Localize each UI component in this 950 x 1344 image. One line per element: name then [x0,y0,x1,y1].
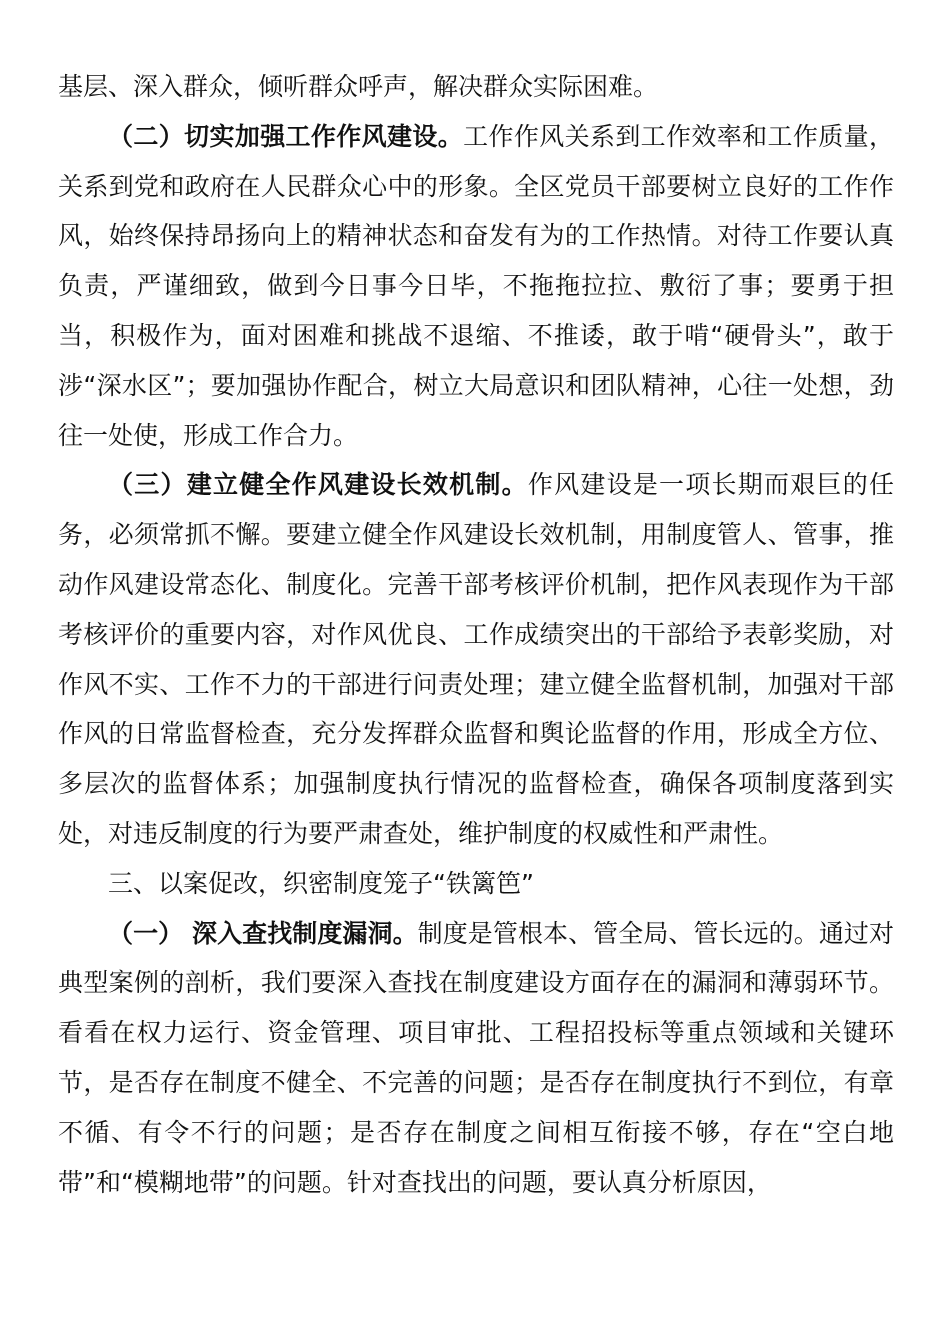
paragraph-text: 工作作风关系到工作效率和工作质量，关系到党和政府在人民群众心中的形象。全区党员干部要树立良好的工作作风，始终保持昂扬向上的精神状态和奋发有为的工作热情。对待工作要认真负责，严谨细致，做到今日事今日毕，不拖拖拉拉、敷衍了事；要勇于担当，积极作为，面对困难和挑战不退缩、不推诿，敢于啃“硬骨头”，敢于涉“深水区”；要加强协作配合，树立大局意识和团队精神，心往一处想，劲往一处使，形成工作合力。 [58,121,894,450]
paragraph-text: 作风建设是一项长期而艰巨的任务，必须常抓不懈。要建立健全作风建设长效机制，用制度管人、管事，推动作风建设常态化、制度化。完善干部考核评价机制，把作风表现作为干部考核评价的重要内容，对作风优良、工作成绩突出的干部给予表彰奖励，对作风不实、工作不力的干部进行问责处理；建立健全监督机制，加强对干部作风的日常监督检查，充分发挥群众监督和舆论监督的作用，形成全方位、多层次的监督体系；加强制度执行情况的监督检查，确保各项制度落到实处，对违反制度的行为要严肃查处，维护制度的权威性和严肃性。 [58,470,894,848]
paragraph-heading: （一） 深入查找制度漏洞。 [108,918,418,948]
paragraph-system-loopholes [58,909,894,1208]
paragraph-long-term-mechanism [58,460,894,858]
section-title-text: 三、以案促改，织密制度笼子“铁篱笆” [108,868,534,898]
paragraph-text: 基层、深入群众，倾听群众呼声，解决群众实际困难。 [58,72,659,101]
paragraph-text: 制度是管根本、管全局、管长远的。通过对典型案例的剖析，我们要深入查找在制度建设方面存在的漏洞和薄弱环节。看看在权力运行、资金管理、项目审批、工程招投标等重点领域和关键环节，是否存在制度不健全、不完善的问题；是否存在制度执行不到位，有章不循、有令不行的问题；是否存在制度之间相互衔接不够，存在“空白地带”和“模糊地带”的问题。针对查找出的问题，要认真分析原因， [58,918,894,1197]
document-page [58,62,894,1207]
paragraph-heading: （二）切实加强工作作风建设。 [108,121,464,151]
paragraph-heading: （三）建立健全作风建设长效机制。 [108,470,528,500]
paragraph-work-style [58,112,894,461]
paragraph-continuation [58,62,894,112]
section-title [58,859,894,909]
